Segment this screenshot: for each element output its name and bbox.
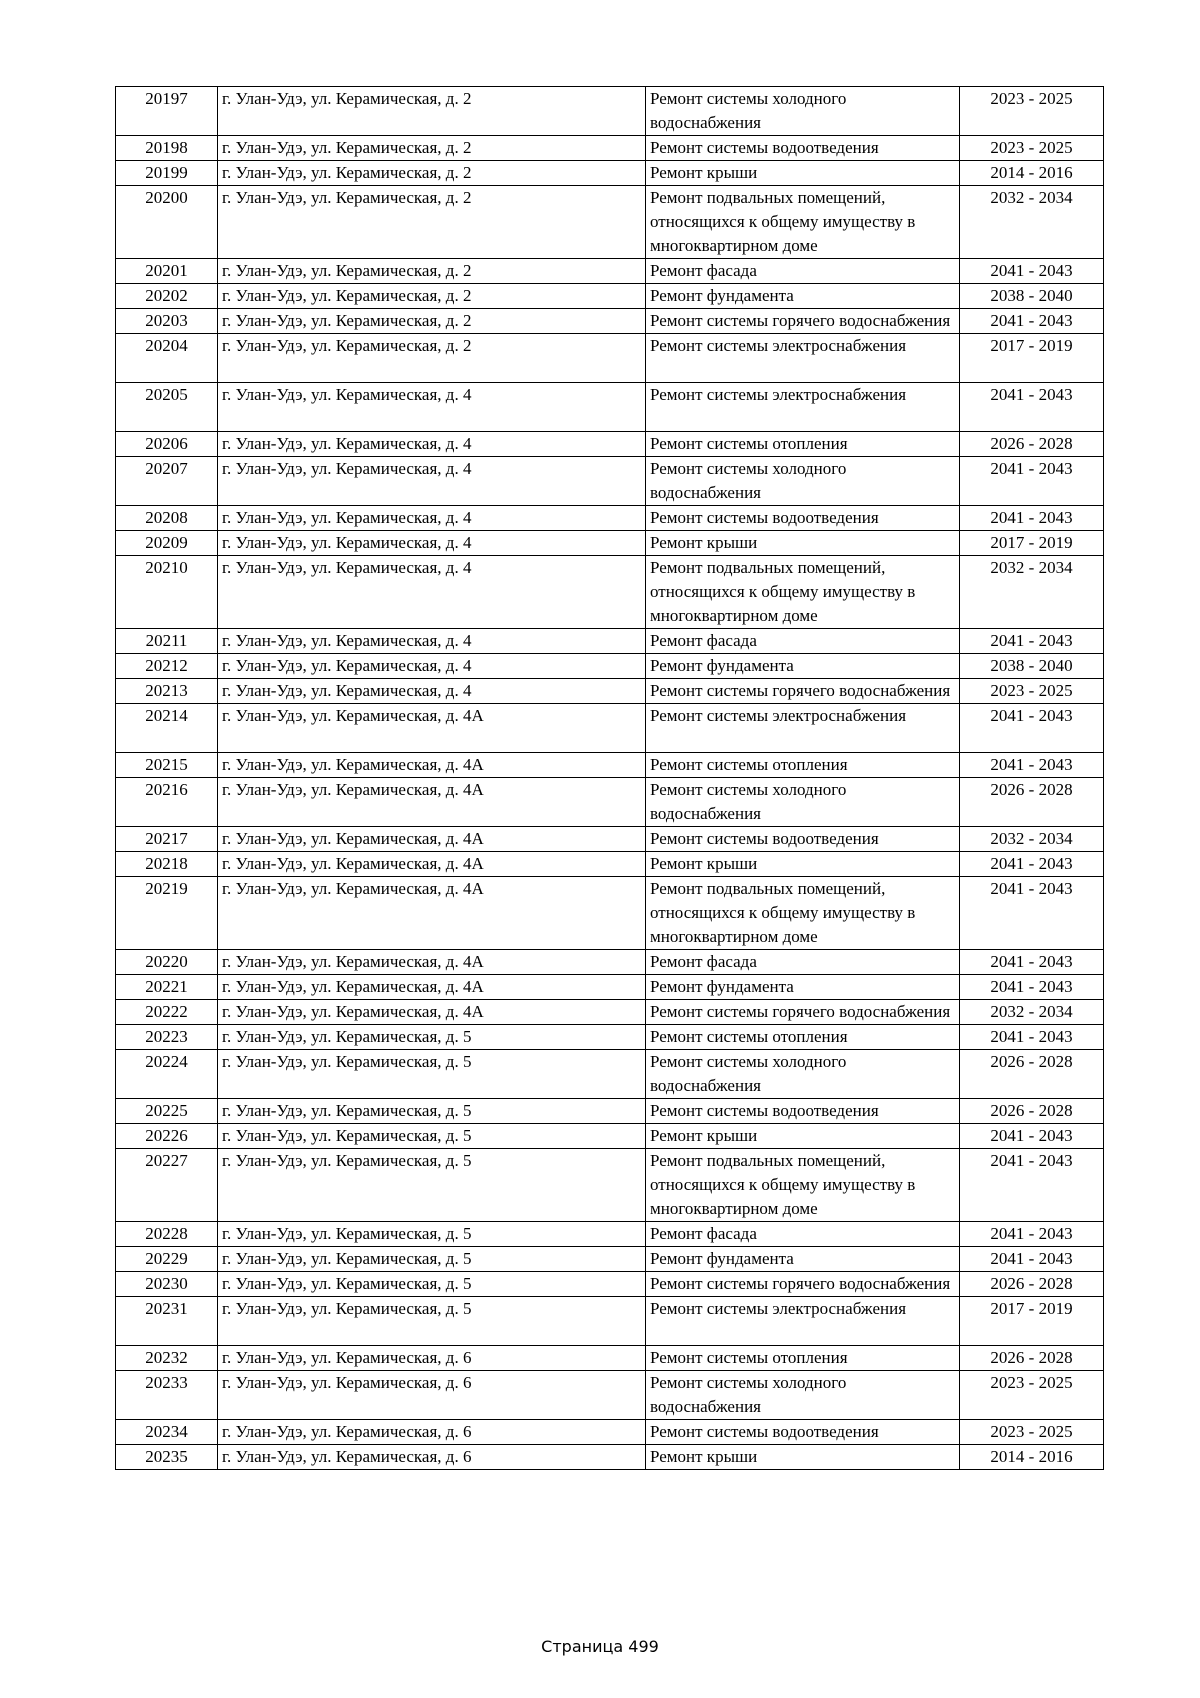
row-years: 2041 - 2043 — [960, 1222, 1104, 1247]
row-address: г. Улан-Удэ, ул. Керамическая, д. 2 — [218, 136, 646, 161]
row-address: г. Улан-Удэ, ул. Керамическая, д. 4А — [218, 1000, 646, 1025]
row-years: 2032 - 2034 — [960, 827, 1104, 852]
row-years: 2023 - 2025 — [960, 679, 1104, 704]
row-work-type: Ремонт фасада — [646, 1222, 960, 1247]
row-number: 20233 — [116, 1371, 218, 1420]
row-number: 20205 — [116, 383, 218, 432]
table-row — [116, 506, 1104, 531]
table-row — [116, 1050, 1104, 1099]
row-years: 2026 - 2028 — [960, 1050, 1104, 1099]
row-address: г. Улан-Удэ, ул. Керамическая, д. 4А — [218, 704, 646, 753]
row-work-type: Ремонт подвальных помещений, относящихся к общему имуществу в многоквартирном доме — [646, 877, 960, 950]
row-work-type: Ремонт системы электроснабжения — [646, 704, 960, 753]
table-row — [116, 383, 1104, 432]
row-work-type: Ремонт системы горячего водоснабжения — [646, 679, 960, 704]
row-address: г. Улан-Удэ, ул. Керамическая, д. 5 — [218, 1297, 646, 1346]
row-address: г. Улан-Удэ, ул. Керамическая, д. 6 — [218, 1445, 646, 1470]
table-body — [116, 87, 1104, 1470]
row-number: 20234 — [116, 1420, 218, 1445]
row-years: 2041 - 2043 — [960, 1149, 1104, 1222]
table-row — [116, 679, 1104, 704]
row-address: г. Улан-Удэ, ул. Керамическая, д. 5 — [218, 1247, 646, 1272]
row-work-type: Ремонт системы отопления — [646, 1346, 960, 1371]
row-number: 20215 — [116, 753, 218, 778]
row-number: 20206 — [116, 432, 218, 457]
row-work-type: Ремонт системы холодного водоснабжения — [646, 87, 960, 136]
row-number: 20231 — [116, 1297, 218, 1346]
row-address: г. Улан-Удэ, ул. Керамическая, д. 5 — [218, 1025, 646, 1050]
row-number: 20217 — [116, 827, 218, 852]
table-row — [116, 1149, 1104, 1222]
row-address: г. Улан-Удэ, ул. Керамическая, д. 4 — [218, 432, 646, 457]
row-address: г. Улан-Удэ, ул. Керамическая, д. 4А — [218, 827, 646, 852]
table-row — [116, 1420, 1104, 1445]
row-address: г. Улан-Удэ, ул. Керамическая, д. 4А — [218, 753, 646, 778]
row-address: г. Улан-Удэ, ул. Керамическая, д. 2 — [218, 309, 646, 334]
row-number: 20235 — [116, 1445, 218, 1470]
row-years: 2041 - 2043 — [960, 753, 1104, 778]
row-years: 2023 - 2025 — [960, 1420, 1104, 1445]
row-address: г. Улан-Удэ, ул. Керамическая, д. 4 — [218, 383, 646, 432]
row-years: 2041 - 2043 — [960, 852, 1104, 877]
row-years: 2026 - 2028 — [960, 1099, 1104, 1124]
row-work-type: Ремонт подвальных помещений, относящихся к общему имуществу в многоквартирном доме — [646, 556, 960, 629]
table-row — [116, 309, 1104, 334]
row-work-type: Ремонт крыши — [646, 1445, 960, 1470]
row-address: г. Улан-Удэ, ул. Керамическая, д. 6 — [218, 1371, 646, 1420]
row-years: 2041 - 2043 — [960, 309, 1104, 334]
row-work-type: Ремонт системы холодного водоснабжения — [646, 457, 960, 506]
row-number: 20225 — [116, 1099, 218, 1124]
row-years: 2041 - 2043 — [960, 1025, 1104, 1050]
row-work-type: Ремонт фундамента — [646, 975, 960, 1000]
table-row — [116, 186, 1104, 259]
row-work-type: Ремонт системы водоотведения — [646, 1099, 960, 1124]
row-years: 2014 - 2016 — [960, 161, 1104, 186]
table-row — [116, 1124, 1104, 1149]
row-years: 2017 - 2019 — [960, 531, 1104, 556]
row-work-type: Ремонт системы холодного водоснабжения — [646, 778, 960, 827]
table-row — [116, 1247, 1104, 1272]
row-number: 20216 — [116, 778, 218, 827]
row-number: 20198 — [116, 136, 218, 161]
row-work-type: Ремонт системы водоотведения — [646, 136, 960, 161]
row-address: г. Улан-Удэ, ул. Керамическая, д. 4 — [218, 457, 646, 506]
row-work-type: Ремонт фундамента — [646, 284, 960, 309]
row-number: 20232 — [116, 1346, 218, 1371]
row-address: г. Улан-Удэ, ул. Керамическая, д. 2 — [218, 259, 646, 284]
row-work-type: Ремонт системы отопления — [646, 1025, 960, 1050]
row-years: 2026 - 2028 — [960, 778, 1104, 827]
row-address: г. Улан-Удэ, ул. Керамическая, д. 4 — [218, 531, 646, 556]
row-years: 2032 - 2034 — [960, 186, 1104, 259]
row-years: 2032 - 2034 — [960, 1000, 1104, 1025]
row-number: 20211 — [116, 629, 218, 654]
row-work-type: Ремонт фасада — [646, 950, 960, 975]
page-number: Страница 499 — [541, 1637, 659, 1656]
row-years: 2041 - 2043 — [960, 383, 1104, 432]
row-work-type: Ремонт фундамента — [646, 1247, 960, 1272]
table-row — [116, 531, 1104, 556]
row-number: 20213 — [116, 679, 218, 704]
row-years: 2023 - 2025 — [960, 136, 1104, 161]
row-work-type: Ремонт системы отопления — [646, 753, 960, 778]
table-row — [116, 457, 1104, 506]
row-number: 20199 — [116, 161, 218, 186]
row-address: г. Улан-Удэ, ул. Керамическая, д. 4А — [218, 975, 646, 1000]
row-address: г. Улан-Удэ, ул. Керамическая, д. 5 — [218, 1124, 646, 1149]
table-row — [116, 629, 1104, 654]
row-number: 20209 — [116, 531, 218, 556]
row-years: 2023 - 2025 — [960, 1371, 1104, 1420]
row-address: г. Улан-Удэ, ул. Керамическая, д. 2 — [218, 161, 646, 186]
row-work-type: Ремонт подвальных помещений, относящихся к общему имуществу в многоквартирном доме — [646, 1149, 960, 1222]
row-work-type: Ремонт системы электроснабжения — [646, 1297, 960, 1346]
row-work-type: Ремонт системы электроснабжения — [646, 383, 960, 432]
row-number: 20230 — [116, 1272, 218, 1297]
row-number: 20201 — [116, 259, 218, 284]
table-row — [116, 852, 1104, 877]
row-years: 2038 - 2040 — [960, 654, 1104, 679]
row-number: 20229 — [116, 1247, 218, 1272]
row-years: 2041 - 2043 — [960, 1247, 1104, 1272]
row-work-type: Ремонт крыши — [646, 161, 960, 186]
row-address: г. Улан-Удэ, ул. Керамическая, д. 4А — [218, 877, 646, 950]
table-row — [116, 1346, 1104, 1371]
table-row — [116, 1297, 1104, 1346]
row-number: 20207 — [116, 457, 218, 506]
table-row — [116, 1445, 1104, 1470]
table-row — [116, 161, 1104, 186]
row-years: 2014 - 2016 — [960, 1445, 1104, 1470]
table-row — [116, 87, 1104, 136]
table-row — [116, 778, 1104, 827]
row-address: г. Улан-Удэ, ул. Керамическая, д. 4А — [218, 852, 646, 877]
row-number: 20218 — [116, 852, 218, 877]
row-number: 20202 — [116, 284, 218, 309]
row-address: г. Улан-Удэ, ул. Керамическая, д. 5 — [218, 1149, 646, 1222]
table-row — [116, 827, 1104, 852]
row-years: 2041 - 2043 — [960, 629, 1104, 654]
table-row — [116, 704, 1104, 753]
works-table — [115, 86, 1104, 1470]
row-number: 20226 — [116, 1124, 218, 1149]
row-number: 20227 — [116, 1149, 218, 1222]
row-work-type: Ремонт системы горячего водоснабжения — [646, 309, 960, 334]
row-address: г. Улан-Удэ, ул. Керамическая, д. 2 — [218, 334, 646, 383]
row-years: 2026 - 2028 — [960, 1272, 1104, 1297]
row-address: г. Улан-Удэ, ул. Керамическая, д. 6 — [218, 1420, 646, 1445]
row-years: 2041 - 2043 — [960, 259, 1104, 284]
row-number: 20197 — [116, 87, 218, 136]
row-number: 20200 — [116, 186, 218, 259]
row-number: 20224 — [116, 1050, 218, 1099]
row-years: 2017 - 2019 — [960, 1297, 1104, 1346]
table-row — [116, 877, 1104, 950]
row-number: 20212 — [116, 654, 218, 679]
row-work-type: Ремонт системы электроснабжения — [646, 334, 960, 383]
row-years: 2038 - 2040 — [960, 284, 1104, 309]
row-address: г. Улан-Удэ, ул. Керамическая, д. 5 — [218, 1272, 646, 1297]
row-address: г. Улан-Удэ, ул. Керамическая, д. 4 — [218, 629, 646, 654]
row-years: 2041 - 2043 — [960, 950, 1104, 975]
row-number: 20204 — [116, 334, 218, 383]
row-years: 2023 - 2025 — [960, 87, 1104, 136]
row-work-type: Ремонт крыши — [646, 1124, 960, 1149]
row-number: 20208 — [116, 506, 218, 531]
row-years: 2026 - 2028 — [960, 1346, 1104, 1371]
row-number: 20222 — [116, 1000, 218, 1025]
row-address: г. Улан-Удэ, ул. Керамическая, д. 6 — [218, 1346, 646, 1371]
row-work-type: Ремонт фасада — [646, 629, 960, 654]
row-work-type: Ремонт системы холодного водоснабжения — [646, 1050, 960, 1099]
row-years: 2041 - 2043 — [960, 1124, 1104, 1149]
row-address: г. Улан-Удэ, ул. Керамическая, д. 5 — [218, 1222, 646, 1247]
row-number: 20221 — [116, 975, 218, 1000]
table-row — [116, 1272, 1104, 1297]
row-address: г. Улан-Удэ, ул. Керамическая, д. 2 — [218, 87, 646, 136]
row-work-type: Ремонт системы водоотведения — [646, 506, 960, 531]
table-row — [116, 654, 1104, 679]
row-years: 2041 - 2043 — [960, 457, 1104, 506]
row-work-type: Ремонт системы отопления — [646, 432, 960, 457]
table-row — [116, 1099, 1104, 1124]
row-number: 20219 — [116, 877, 218, 950]
row-work-type: Ремонт системы водоотведения — [646, 1420, 960, 1445]
row-work-type: Ремонт подвальных помещений, относящихся к общему имуществу в многоквартирном доме — [646, 186, 960, 259]
row-work-type: Ремонт системы горячего водоснабжения — [646, 1272, 960, 1297]
row-years: 2026 - 2028 — [960, 432, 1104, 457]
row-work-type: Ремонт фасада — [646, 259, 960, 284]
row-work-type: Ремонт крыши — [646, 852, 960, 877]
row-address: г. Улан-Удэ, ул. Керамическая, д. 4А — [218, 950, 646, 975]
row-number: 20214 — [116, 704, 218, 753]
row-address: г. Улан-Удэ, ул. Керамическая, д. 4А — [218, 778, 646, 827]
row-number: 20203 — [116, 309, 218, 334]
row-address: г. Улан-Удэ, ул. Керамическая, д. 5 — [218, 1099, 646, 1124]
table-row — [116, 950, 1104, 975]
row-number: 20223 — [116, 1025, 218, 1050]
table-row — [116, 432, 1104, 457]
table-row — [116, 556, 1104, 629]
table-row — [116, 1025, 1104, 1050]
row-address: г. Улан-Удэ, ул. Керамическая, д. 4 — [218, 679, 646, 704]
table-row — [116, 284, 1104, 309]
row-years: 2032 - 2034 — [960, 556, 1104, 629]
table-row — [116, 334, 1104, 383]
row-number: 20220 — [116, 950, 218, 975]
row-years: 2041 - 2043 — [960, 975, 1104, 1000]
row-work-type: Ремонт системы горячего водоснабжения — [646, 1000, 960, 1025]
row-years: 2041 - 2043 — [960, 704, 1104, 753]
table-row — [116, 1000, 1104, 1025]
table-row — [116, 136, 1104, 161]
row-address: г. Улан-Удэ, ул. Керамическая, д. 2 — [218, 186, 646, 259]
table-row — [116, 753, 1104, 778]
row-number: 20210 — [116, 556, 218, 629]
row-years: 2041 - 2043 — [960, 877, 1104, 950]
table-row — [116, 1371, 1104, 1420]
row-address: г. Улан-Удэ, ул. Керамическая, д. 4 — [218, 506, 646, 531]
row-address: г. Улан-Удэ, ул. Керамическая, д. 4 — [218, 654, 646, 679]
table-row — [116, 259, 1104, 284]
row-number: 20228 — [116, 1222, 218, 1247]
row-address: г. Улан-Удэ, ул. Керамическая, д. 5 — [218, 1050, 646, 1099]
row-work-type: Ремонт системы водоотведения — [646, 827, 960, 852]
row-work-type: Ремонт системы холодного водоснабжения — [646, 1371, 960, 1420]
row-years: 2041 - 2043 — [960, 506, 1104, 531]
row-work-type: Ремонт фундамента — [646, 654, 960, 679]
row-years: 2017 - 2019 — [960, 334, 1104, 383]
row-address: г. Улан-Удэ, ул. Керамическая, д. 2 — [218, 284, 646, 309]
table-row — [116, 975, 1104, 1000]
row-work-type: Ремонт крыши — [646, 531, 960, 556]
row-address: г. Улан-Удэ, ул. Керамическая, д. 4 — [218, 556, 646, 629]
table-row — [116, 1222, 1104, 1247]
